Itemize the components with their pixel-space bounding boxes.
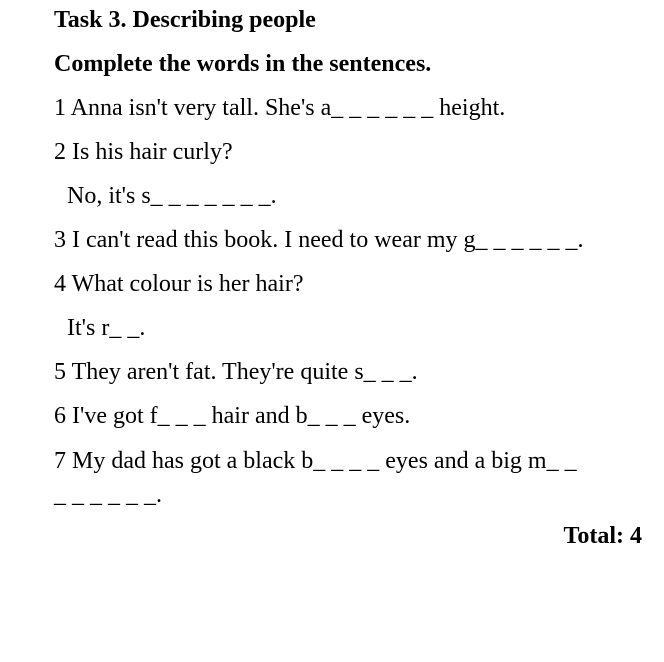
sentence-4-question: 4 What colour is her hair? [54, 271, 304, 297]
total-score: Total: 4 [563, 523, 642, 549]
sentence-5: 5 They aren't fat. They're quite s_ _ _. [54, 359, 418, 385]
sentence-2-answer: No, it's s_ _ _ _ _ _ _. [67, 183, 277, 209]
sentence-1: 1 Anna isn't very tall. She's a_ _ _ _ _ _ height. [54, 95, 506, 121]
sentence-3: 3 I can't read this book. I need to wear my g_ _ _ _ _ _. [54, 227, 584, 253]
sentence-6: 6 I've got f_ _ _ hair and b_ _ _ eyes. [54, 403, 411, 429]
task-instruction: Complete the words in the sentences. [54, 51, 432, 77]
sentence-7: 7 My dad has got a black b_ _ _ _ eyes and a big m_ _ [54, 448, 577, 474]
sentence-2-question: 2 Is his hair curly? [54, 139, 233, 165]
task-title: Task 3. Describing people [54, 7, 316, 33]
sentence-7-continuation: _ _ _ _ _ _. [54, 482, 162, 508]
sentence-4-answer: It's r_ _. [67, 315, 146, 341]
